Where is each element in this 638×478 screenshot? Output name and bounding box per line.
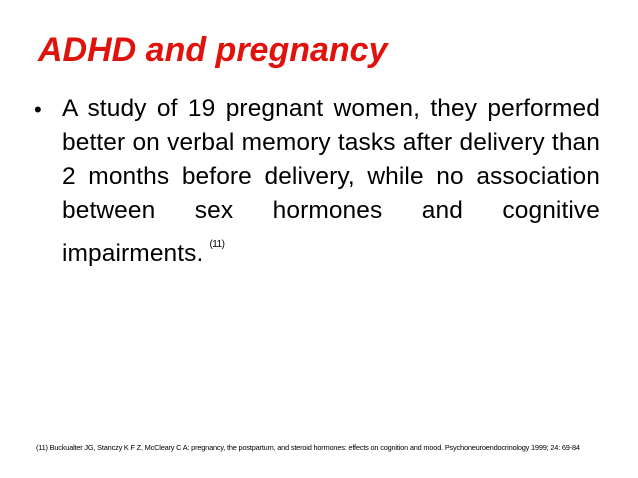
citation-marker: (11) xyxy=(209,239,225,250)
bullet-dot-icon: • xyxy=(34,97,42,122)
bullet-text: A study of 19 pregnant women, they performed better on verbal memory tasks after delivery than 2 months before delivery, while no association between sex hormones and cognitive impairments. xyxy=(62,95,600,267)
bullet-item xyxy=(34,92,600,271)
slide-title: ADHD and pregnancy xyxy=(38,31,388,69)
bullet-text-container xyxy=(62,92,600,271)
reference-footnote: (11) Buckualter JG, Stanczy K F Z, McCleary C A: pregnancy, the postpartum, and steroid hormones: effects on cognition and mood. Psychoneuroendocrinology 1999; 24: 69-84 xyxy=(36,443,580,452)
